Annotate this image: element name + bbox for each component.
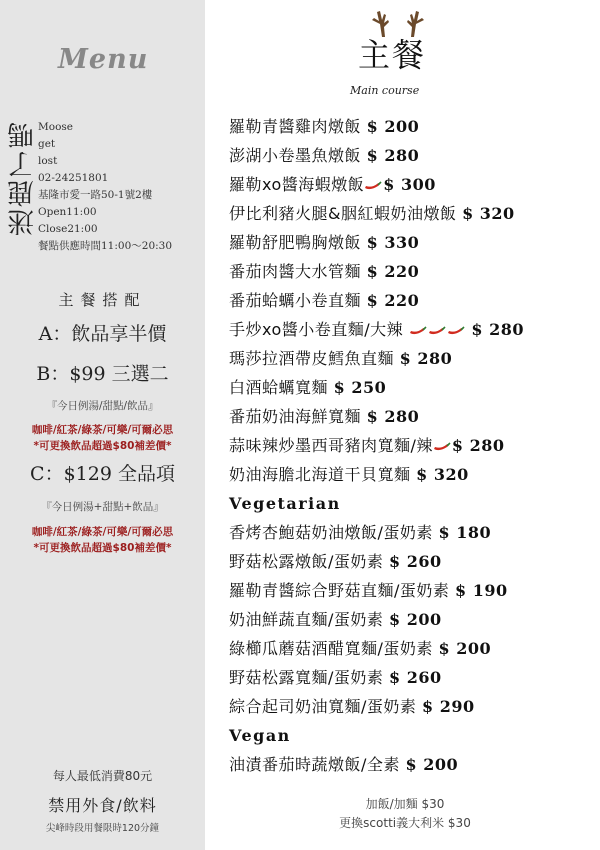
item-name: 羅勒青醬綜合野菇直麵/蛋奶素 [229,581,450,600]
menu-item [229,518,599,547]
info-line: get [38,138,56,150]
item-price: $ 300 [383,175,436,194]
item-price: $ 190 [455,581,508,600]
option-c: C：$129 全品項 [30,463,175,485]
item-name: 伊比利豬火腿&胭紅蝦奶油燉飯 [229,204,457,223]
item-price: $ 200 [389,610,442,629]
item-name: 奶油鮮蔬直麵/蛋奶素 [229,610,384,629]
option-c-drinks: 咖啡/紅茶/綠茶/可樂/可爾必思 [31,526,174,538]
option-a: A：飲品享半價 [38,323,167,345]
option-b-note: *可更換飲品超過$80補差價* [33,440,172,452]
menu-item [229,199,599,228]
option-b-drinks: 咖啡/紅茶/綠茶/可樂/可爾必思 [31,424,174,436]
option-c-detail: 『今日例湯+甜點+飲品』 [41,501,164,513]
main-subtitle: Main course [350,84,420,97]
open-time: Open11:00 [38,206,97,218]
item-price: $ 220 [366,291,420,310]
item-name: 白酒蛤蠣寬麵 [229,378,329,397]
min-spend: 每人最低消費80元 [52,769,153,783]
section-heading: Vegan [229,726,291,745]
item-price: $ 200 [366,117,420,136]
item-price: $ 280 [399,349,453,368]
menu-item [229,344,599,373]
item-price: $ 260 [389,668,442,687]
item-price: $ 180 [438,523,492,542]
menu-item [229,315,599,344]
item-name: 奶油海膽北海道干貝寬麵 [229,465,411,484]
menu-item [229,112,599,141]
item-name: 羅勒xo醬海蝦燉飯 [229,175,365,194]
item-name: 香烤杏鮑菇奶油燉飯/蛋奶素 [229,523,433,542]
menu-item [229,634,599,663]
chili-pepper-icon [409,326,427,336]
menu-item [229,663,599,692]
restaurant-info [38,119,208,255]
section-heading: Vegetarian [229,494,341,513]
info-line: Moose [38,121,73,133]
menu-item [229,257,599,286]
item-price: $ 280 [471,320,524,339]
extra-scotti-rice: 更換scotti義大利米 $30 [339,816,471,830]
address: 基隆市愛一路50-1號2樓 [38,189,153,201]
menu-item [229,576,599,605]
item-name: 番茄蛤蠣小卷直麵 [229,291,362,310]
chili-pepper-icon [428,326,446,336]
item-price: $ 200 [405,755,459,774]
item-price: $ 290 [422,697,475,716]
menu-item [229,373,599,402]
item-price: $ 200 [438,639,492,658]
item-name: 羅勒舒肥鴨胸燉飯 [229,233,362,252]
combo-title: 主餐搭配 [58,291,147,309]
item-price: $ 250 [333,378,387,397]
option-c-note: *可更換飲品超過$80補差價* [33,542,172,554]
chili-pepper-icon [433,442,451,452]
item-price: $ 320 [416,465,469,484]
item-name: 手炒xo醬小卷直麵/大辣 [229,320,404,339]
item-price: $ 280 [451,436,505,455]
menu-item [229,460,599,489]
item-name: 野菇松露寬麵/蛋奶素 [229,668,384,687]
menu-item [229,605,599,634]
chili-pepper-icon [364,181,382,191]
sidebar [0,0,205,850]
brand-name: 迷鹿了嗎 [8,120,39,236]
main-title: 主餐 [358,36,427,74]
extra-rice-noodles: 加飯/加麵 $30 [365,797,445,811]
item-name: 蒜味辣炒墨西哥豬肉寬麵/辣 [229,436,433,455]
item-price: $ 260 [389,552,442,571]
item-name: 油漬番茄時蔬燉飯/全素 [229,755,400,774]
menu-item [229,547,599,576]
info-line: lost [38,155,58,167]
item-name: 野菇松露燉飯/蛋奶素 [229,552,384,571]
menu-item [229,286,599,315]
item-name: 羅勒青醬雞肉燉飯 [229,117,362,136]
no-outside-food: 禁用外食/飲料 [48,796,157,815]
item-name: 番茄奶油海鮮寬麵 [229,407,362,426]
item-name: 綠櫛瓜蘑菇酒醋寬麵/蛋奶素 [229,639,433,658]
menu-item [229,141,599,170]
option-b: B：$99 三選二 [36,363,169,385]
item-price: $ 280 [366,146,420,165]
menu-item [229,402,599,431]
menu-item [229,431,599,460]
time-limit: 尖峰時段用餐限時120分鐘 [45,823,160,834]
item-name: 澎湖小卷墨魚燉飯 [229,146,362,165]
menu-item [229,170,599,199]
item-price: $ 280 [366,407,420,426]
option-b-detail: 『今日例湯/甜點/飲品』 [46,400,159,412]
chili-pepper-icon [447,326,465,336]
menu-list [229,112,599,779]
item-price: $ 320 [462,204,515,223]
phone-number: 02-24251801 [38,172,109,184]
menu-item [229,750,599,779]
close-time: Close21:00 [38,223,98,235]
menu-title: Menu [58,44,149,75]
menu-item [229,692,599,721]
item-price: $ 220 [366,262,420,281]
item-name: 番茄肉醬大水管麵 [229,262,362,281]
menu-item [229,228,599,257]
item-name: 瑪莎拉酒帶皮鱈魚直麵 [229,349,395,368]
item-name: 綜合起司奶油寬麵/蛋奶素 [229,697,417,716]
serving-hours: 餐點供應時間11:00～20:30 [38,240,173,252]
item-price: $ 330 [366,233,420,252]
